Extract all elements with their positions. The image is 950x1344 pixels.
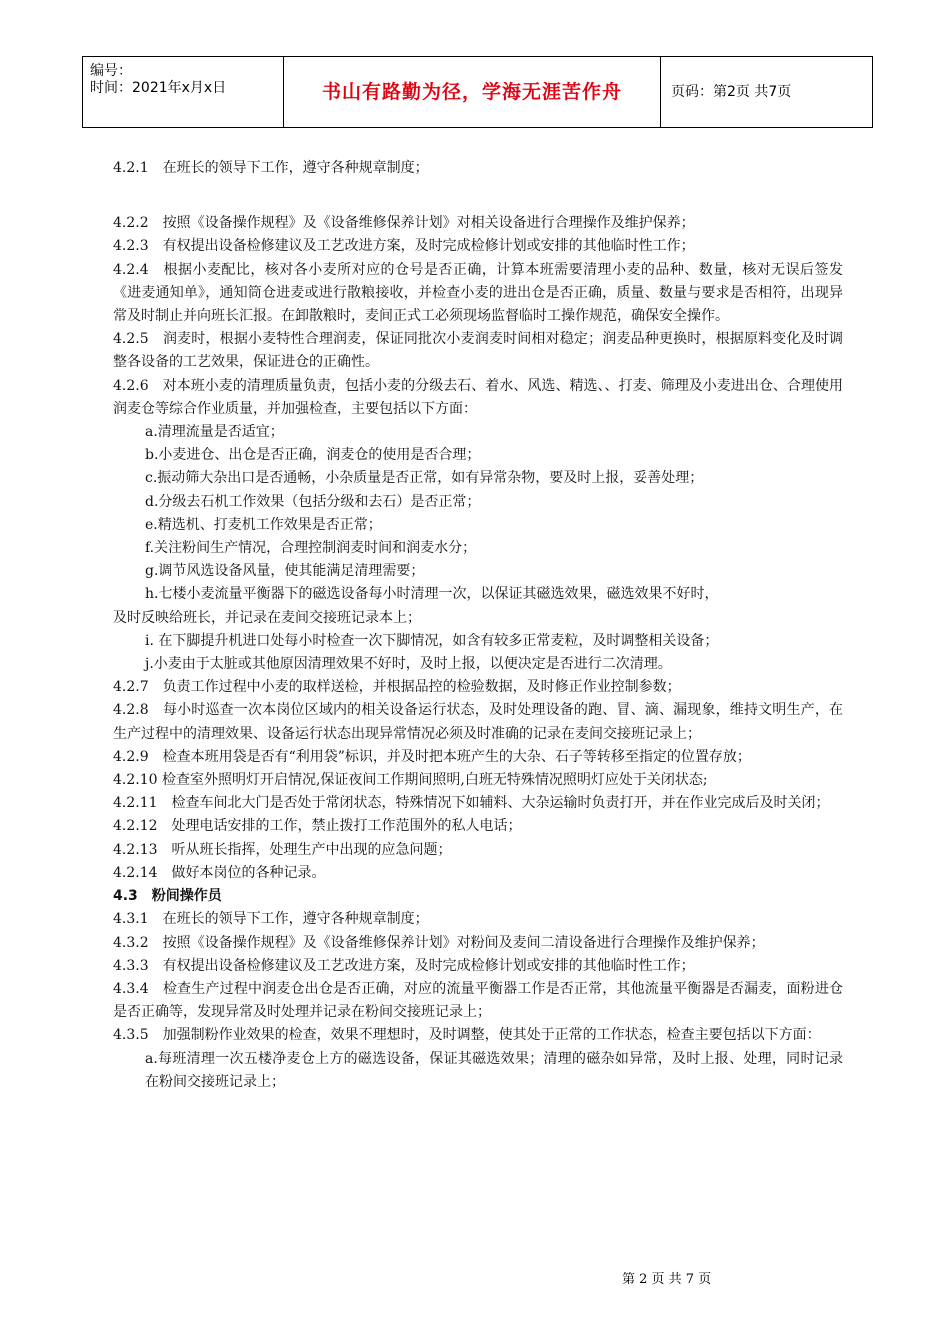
document-header (82, 56, 873, 128)
paragraph-4-2-2: 4.2.2 按照《设备操作规程》及《设备维修保养计划》对相关设备进行合理操作及维护保养； (113, 215, 695, 232)
paragraph-4-2-4: 4.2.4 根据小麦配比，核对各小麦所对应的仓号是否正确，计算本班需要清理小麦的品种、数量，核对无误后签发《进麦通知单》，通知筒仓进麦或进行散粮接收，并检查小麦的进出仓是否正确，质量、数量与要求是否相符，出现异常及时制止并向班长汇报。在卸散粮时，麦间正式工必须现场监督临时工操作规范，确保安全操作。 (113, 261, 843, 325)
paragraph-4-3-5: 4.3.5 加强制粉作业效果的检查，效果不理想时，及时调整，使其处于正常的工作状态，检查主要包括以下方面： (113, 1027, 821, 1044)
paragraph-4-2-14: 4.2.14 做好本岗位的各种记录。 (113, 864, 326, 881)
header-page-cell (661, 57, 873, 128)
document-number-label: 编号： (90, 63, 132, 79)
paragraph-4-2-10: 4.2.10 检查室外照明灯开启情况,保证夜间工作期间照明,白班无特殊情况照明灯应处于关闭状态; (113, 772, 708, 789)
paragraph-4-3-3: 4.3.3 有权提出设备检修建议及工艺改进方案，及时完成检修计划或安排的其他临时性工作； (113, 957, 695, 974)
list-item-i: i. 在下脚提升机进口处每小时检查一次下脚情况，如含有较多正常麦粒，及时调整相关设备； (145, 632, 719, 649)
paragraph-4-3-4: 4.3.4 检查生产过程中润麦仓出仓是否正确，对应的流量平衡器工作是否正常，其他流量平衡器是否漏麦，面粉进仓是否正确等，发现异常及时处理并记录在粉间交接班记录上； (113, 980, 843, 1021)
list-item-e: e.精选机、打麦机工作效果是否正常； (145, 516, 382, 533)
footer-page-number: 第 2 页 共 7 页 (622, 1272, 712, 1287)
paragraph-4-2-8: 4.2.8 每小时巡查一次本岗位区域内的相关设备运行状态，及时处理设备的跑、冒、滴、漏现象，维持文明生产，在生产过程中的清理效果、设备运行状态出现异常情况必须及时准确的记录在麦间交接班记录上； (113, 702, 843, 742)
paragraph-4-3-1: 4.3.1 在班长的领导下工作，遵守各种规章制度； (113, 911, 429, 928)
list-item-g: g.调节风选设备风量，使其能满足清理需要； (145, 563, 425, 580)
paragraph-4-2-11: 4.2.11 检查车间北大门是否处于常闭状态，特殊情况下如辅料、大杂运输时负责打开，并在作业完成后及时关闭； (113, 795, 830, 812)
list-item-d: d.分级去石机工作效果（包括分级和去石）是否正常； (145, 493, 481, 510)
paragraph-4-2-1: 4.2.1 在班长的领导下工作，遵守各种规章制度； (113, 160, 429, 176)
paragraph-4-2-12: 4.2.12 处理电话安排的工作，禁止拨打工作范围外的私人电话； (113, 818, 522, 835)
paragraph-4-3-2: 4.3.2 按照《设备操作规程》及《设备维修保养计划》对粉间及麦间二清设备进行合理操作及维护保养； (113, 934, 765, 951)
list-item-f: f.关注粉间生产情况，合理控制润麦时间和润麦水分； (145, 540, 477, 557)
header-page-number: 页码：第2页 共7页 (671, 84, 792, 100)
list-item-b: b.小麦进仓、出仓是否正确，润麦仓的使用是否合理； (145, 447, 481, 464)
list-item-h-continued: 及时反映给班长，并记录在麦间交接班记录本上； (113, 609, 421, 626)
paragraph-4-2-5: 4.2.5 润麦时，根据小麦特性合理润麦，保证同批次小麦润麦时间相对稳定；润麦品种更换时，根据原料变化及时调整各设备的工艺效果，保证进仓的正确性。 (113, 331, 843, 371)
list-item-a: a.清理流量是否适宜； (145, 424, 284, 441)
list-item-h: h.七楼小麦流量平衡器下的磁选设备每小时清理一次，以保证其磁选效果，磁选效果不好时， (145, 586, 719, 603)
list-item-a-4-3-5: a.每班清理一次五楼净麦仓上方的磁选设备，保证其磁选效果；清理的磁杂如异常，及时上报、处理，同时记录在粉间交接班记录上； (145, 1050, 843, 1090)
header-motto: 书山有路勤为径，学海无涯苦作舟 (321, 81, 622, 103)
section-heading-4-3: 4.3 粉间操作员 (113, 888, 222, 905)
paragraph-4-2-6: 4.2.6 对本班小麦的清理质量负责，包括小麦的分级去石、着水、风选、精选、、打麦、筛理及小麦进出仓、合理使用润麦仓等综合作业质量，并加强检查，主要包括以下方面： (113, 377, 843, 417)
header-meta-cell (83, 57, 284, 128)
list-item-c: c.振动筛大杂出口是否通畅，小杂质量是否正常，如有异常杂物，要及时上报，妥善处理； (145, 470, 704, 487)
paragraph-4-2-13: 4.2.13 听从班长指挥，处理生产中出现的应急问题； (113, 841, 452, 858)
paragraph-4-2-3: 4.2.3 有权提出设备检修建议及工艺改进方案，及时完成检修计划或安排的其他临时性工作； (113, 238, 695, 255)
list-item-j: j.小麦由于太脏或其他原因清理效果不好时，及时上报，以便决定是否进行二次清理。 (145, 656, 672, 673)
header-motto-cell (284, 57, 661, 128)
document-body (113, 157, 843, 1094)
paragraph-4-2-7: 4.2.7 负责工作过程中小麦的取样送检，并根据品控的检验数据，及时修正作业控制参数； (113, 679, 681, 696)
paragraph-4-2-9: 4.2.9 检查本班用袋是否有“利用袋”标识，并及时把本班产生的大杂、石子等转移至指定的位置存放； (113, 748, 751, 765)
document-time-label: 时间：2021年x月x日 (90, 80, 227, 96)
